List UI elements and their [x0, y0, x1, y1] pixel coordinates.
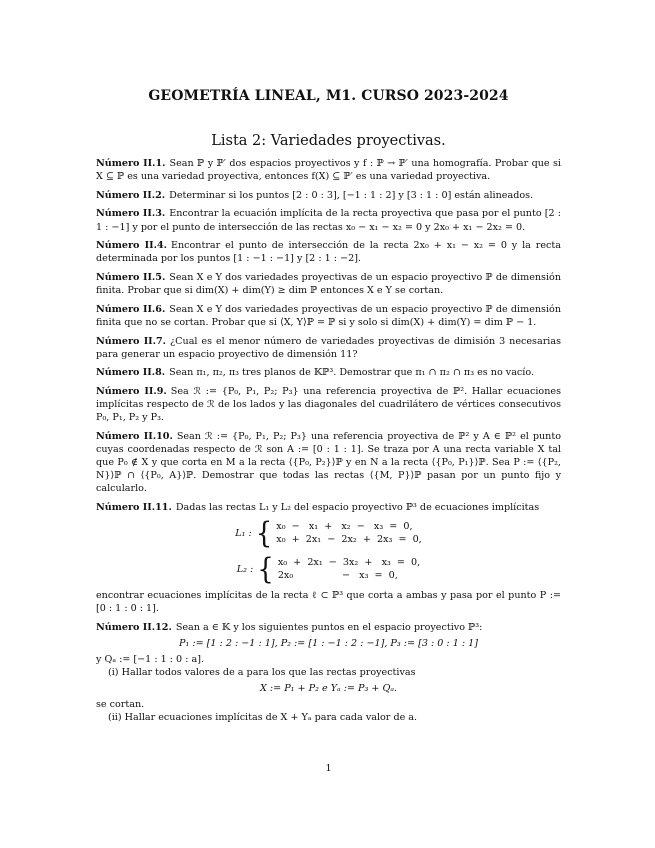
problem-text: Sea ℛ := {P₀, P₁, P₂; P₃} una referencia proyectiva de ℙ². Hallar ecuaciones implícitas respecto de ℛ de los lados y las diagonales del cuadrilátero de vértices consecutivos P₀, P₁, P₂ y P₃. — [96, 386, 561, 424]
problem-text: y Qₐ := [−1 : 1 : 0 : a]. — [96, 654, 205, 666]
problem-list — [96, 157, 561, 730]
problem-label: Número II.9. — [96, 386, 167, 398]
equation-system-l2 — [96, 553, 561, 586]
equation-row: x₀ + 2x₁ − 3x₂ + x₃ = 0, — [277, 557, 421, 569]
subquestion: (ii) Hallar ecuaciones implícitas de X + Yₐ para cada valor de a. — [108, 712, 418, 724]
page-number: 1 — [325, 763, 332, 774]
problem-label: Número II.1. — [96, 158, 166, 169]
problem-text: Sean ℛ := {P₀, P₁, P₂; P₃} una referencia proyectiva de ℙ² y A ∈ ℙ² el punto cuyas coordenadas respecto de ℛ son A := [0 : 1 : 1]. Se traza por A una recta variable X tal que P₀ ∉ X y que corta en M a la recta ⟨{P₀, P₂}⟩ℙ y en N a la recta ⟨{P₀, P₁}⟩ℙ. Sea P := ⟨{P₂, N}⟩ℙ ∩ ⟨{P₀, A}⟩ℙ. Demostrar que todas las rectas ⟨{M, P}⟩ℙ pasan por un punto fijo y calcularlo. — [96, 430, 561, 495]
page-subtitle: Lista 2: Variedades proyectivas. — [211, 133, 446, 149]
problem-item-11 — [96, 501, 561, 615]
problem-label: Número II.4. — [96, 240, 167, 252]
problem-text: se cortan. — [96, 699, 145, 711]
problem-item-12 — [96, 621, 561, 725]
equation-row: 2x₀ − x₃ = 0, — [277, 569, 398, 581]
problem-item — [96, 157, 561, 183]
equation-system-l1 — [96, 517, 561, 550]
line-name: L₂ : — [236, 564, 254, 576]
equation-rows — [276, 521, 421, 546]
problem-text: Encontrar el punto de intersección de la recta 2x₀ + x₁ − x₂ = 0 y la recta determinada por los puntos [1 : −1 : −1] y [2 : 1 : −2]. — [96, 240, 561, 265]
problem-item — [96, 239, 561, 265]
problem-label: Número II.12. — [96, 621, 172, 633]
problem-item — [96, 335, 561, 361]
problem-text: Dadas las rectas L₁ y L₂ del espacio proyectivo ℙ³ de ecuaciones implícitas — [175, 502, 540, 513]
line-name: L₁ : — [235, 528, 252, 540]
problem-text: Determinar si los puntos [2 : 0 : 3], [−1 : 1 : 2] y [3 : 1 : 0] están alineados. — [169, 189, 534, 201]
display-equation: X := P₁ + P₂ e Yₐ := P₃ + Qₐ. — [260, 683, 397, 695]
equation-rows — [278, 557, 420, 582]
problem-label: Número II.7. — [96, 335, 167, 347]
problem-item — [96, 366, 561, 379]
problem-label: Número II.10. — [96, 430, 173, 442]
problem-label: Número II.8. — [96, 367, 166, 379]
problem-text: Sean ℙ y ℙ′ dos espacios proyectivos y f : ℙ → ℙ′ una homografía. Probar que si X ⊆ ℙ es una variedad proyectiva, entonces f(X) ⊆ ℙ′ es una variedad proyectiva. — [96, 158, 562, 183]
problem-item — [96, 303, 561, 329]
problem-item — [96, 189, 561, 202]
problem-label: Número II.2. — [96, 189, 166, 201]
problem-text: Sean X e Y dos variedades proyectivas de un espacio proyectivo ℙ de dimensión finita. Probar que si dim(X) + dim(Y) ≥ dim ℙ entonces X e Y se cortan. — [96, 272, 562, 297]
problem-text: Sean π₁, π₂, π₃ tres planos de 𝕂ℙ³. Demostrar que π₁ ∩ π₂ ∩ π₃ es no vacío. — [169, 367, 535, 379]
problem-text: encontrar ecuaciones implícitas de la recta ℓ ⊂ ℙ³ que corta a ambas y pasa por el punto P := [0 : 1 : 0 : 1]. — [96, 590, 561, 615]
subquestion: (i) Hallar todos valores de a para los que las rectas proyectivas — [108, 667, 416, 679]
problem-label: Número II.5. — [96, 272, 166, 284]
problem-label: Número II.11. — [96, 502, 172, 513]
problem-item — [96, 385, 561, 424]
problem-text: Encontrar la ecuación implícita de la recta proyectiva que pasa por el punto [2 : 1 : −1] y por el punto de intersección de las rectas x₀ − x₁ − x₂ = 0 y 2x₀ + x₁ − 2x₂ = 0. — [96, 208, 561, 233]
equation-row: x₀ − x₁ + x₂ − x₃ = 0, — [276, 521, 413, 533]
problem-text: ¿Cual es el menor número de variedades proyectivas de dimisión 3 necesarias para generar un espacio proyectivo de dimensión 11? — [96, 335, 561, 360]
problem-label: Número II.3. — [96, 208, 166, 220]
equation-row: x₀ + 2x₁ − 2x₂ + 2x₃ = 0, — [276, 533, 422, 545]
problem-item — [96, 271, 561, 297]
page-title: GEOMETRÍA LINEAL, M1. CURSO 2023-2024 — [148, 88, 509, 104]
brace-icon: { — [255, 517, 273, 551]
problem-label: Número II.6. — [96, 303, 166, 315]
problem-item — [96, 430, 561, 495]
problem-text: Sean a ∈ 𝕂 y los siguientes puntos en el espacio proyectivo ℙ³: — [175, 621, 483, 633]
problem-item — [96, 207, 561, 233]
brace-icon: { — [257, 553, 274, 587]
problem-text: Sean X e Y dos variedades proyectivas de un espacio proyectivo ℙ de dimensión finita que no se cortan. Probar que si ⟨X, Y⟩ℙ = ℙ si y solo si dim(X) + dim(Y) = dim ℙ − 1. — [96, 303, 562, 328]
display-equation: P₁ := [1 : 2 : −1 : 1], P₂ := [1 : −1 : 2 : −1], P₃ := [3 : 0 : 1 : 1] — [178, 637, 478, 649]
